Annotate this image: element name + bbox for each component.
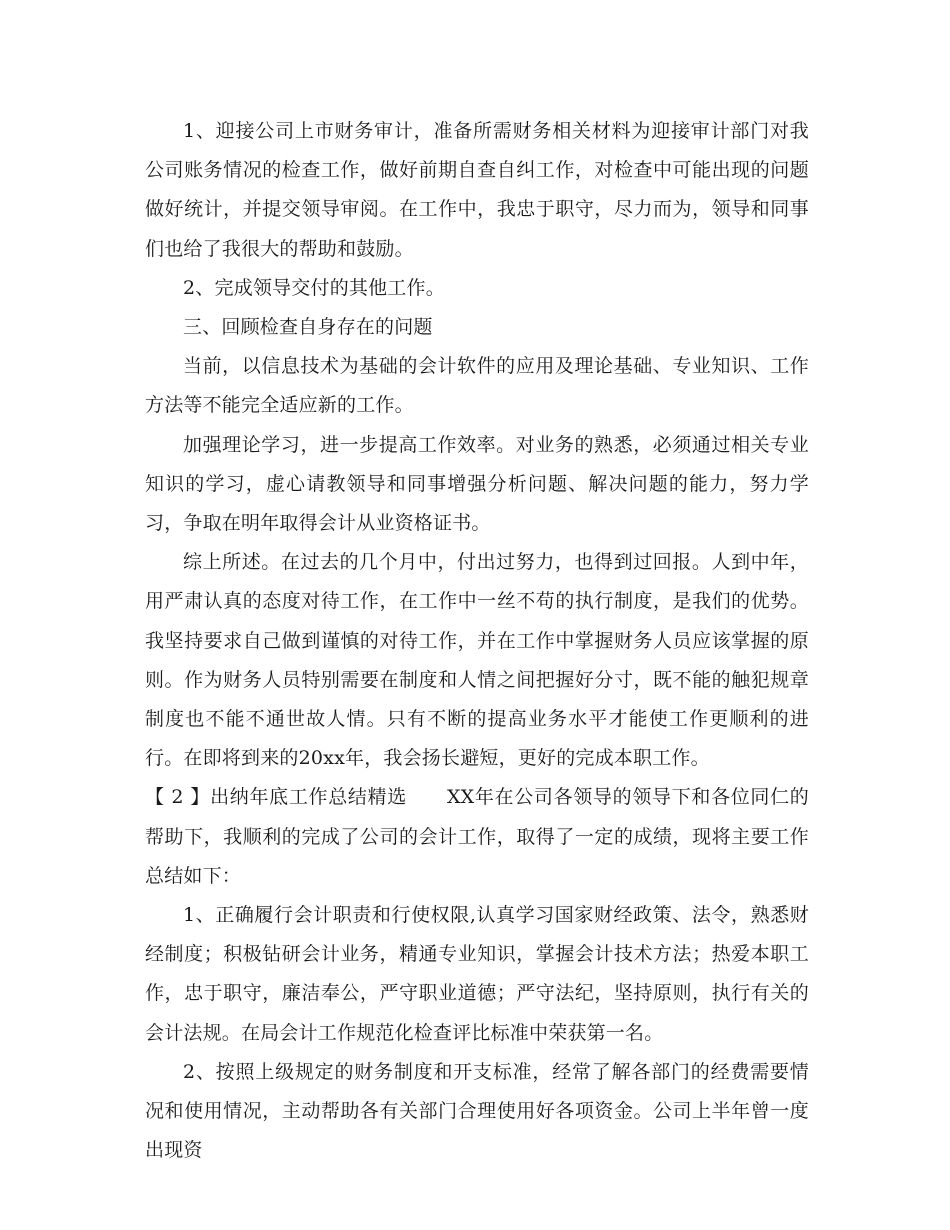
document-body <box>145 112 809 1170</box>
section2-heading: 【 2 】出纳年底工作总结精选 <box>145 786 407 809</box>
paragraph-summary: 综上所述。在过去的几个月中，付出过努力，也得到过回报。人到中年，用严肃认真的态度对待工作，在工作中一丝不苟的执行制度，是我们的优势。我坚持要求自己做到谨慎的对待工作，并在工作中掌握财务人员应该掌握的原则。作为财务人员特别需要在制度和人情之间把握好分寸，既不能的触犯规章制度也不能不通世故人情。只有不断的提高业务水平才能使工作更顺利的进行。在即将到来的20xx年，我会扬长避短，更好的完成本职工作。 <box>145 551 809 770</box>
paragraph-study: 加强理论学习，进一步提高工作效率。对业务的熟悉，必须通过相关专业知识的学习，虚心请教领导和同事增强分析问题、解决问题的能力，努力学习，争取在明年取得会计从业资格证书。 <box>145 433 809 535</box>
paragraph-audit: 1、迎接公司上市财务审计，准备所需财务相关材料为迎接审计部门对我公司账务情况的检查工作，做好前期自查自纠工作，对检查中可能出现的问题做好统计，并提交领导审阅。在工作中，我忠于职守，尽力而为，领导和同事们也给了我很大的帮助和鼓励。 <box>145 120 809 260</box>
section2-block <box>145 778 809 896</box>
paragraph-other-work: 2、完成领导交付的其他工作。 <box>183 276 445 299</box>
paragraph-finance-rules: 2、按照上级规定的财务制度和开支标准，经常了解各部门的经费需要情况和使用情况，主动帮助各有关部门合理使用好各项资金。公司上半年曾一度出现资 <box>145 1060 809 1162</box>
paragraph-duties: 1、正确履行会计职责和行使权限,认真学习国家财经政策、法令，熟悉财经制度；积极钻研会计业务，精通专业知识，掌握会计技术方法；热爱本职工作，忠于职守，廉洁奉公，严守职业道德；严守法纪，坚持原则，执行有关的会计法规。在局会计工作规范化检查评比标准中荣获第一名。 <box>145 904 809 1044</box>
section2-intro: XX年在公司各领导的领导下和各位同仁的帮助下，我顺利的完成了公司的会计工作，取得了一定的成绩，现将主要工作总结如下： <box>145 786 810 887</box>
section-heading-problems: 三、回顾检查自身存在的问题 <box>183 316 433 339</box>
paragraph-current-status: 当前，以信息技术为基础的会计软件的应用及理论基础、专业知识、工作方法等不能完全适应新的工作。 <box>145 355 809 417</box>
